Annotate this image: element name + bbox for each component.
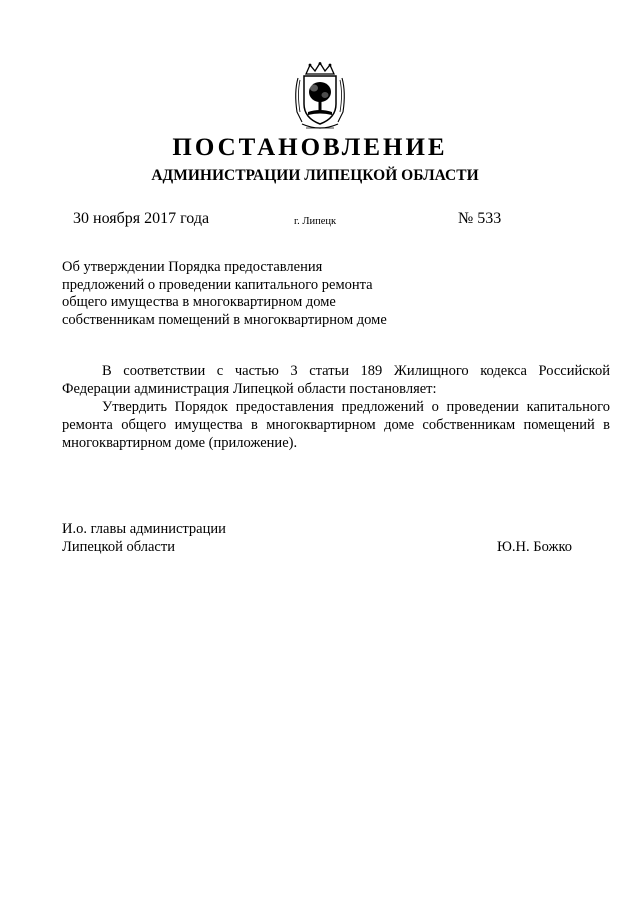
signatory-name: Ю.Н. Божко: [497, 539, 573, 555]
document-number: № 533: [458, 210, 502, 227]
signatory-position: [62, 520, 226, 556]
document-subject: [62, 259, 422, 329]
subject-line: предложений о проведении капитального ремонта: [62, 276, 373, 293]
document-city: г. Липецк: [294, 216, 337, 227]
document-date: 30 ноября 2017 года: [73, 210, 210, 227]
subject-line: общего имущества в многоквартирном доме: [62, 294, 336, 310]
document-title: ПОСТАНОВЛЕНИЕ: [172, 134, 448, 161]
subject-line: собственникам помещений в многоквартирном доме: [62, 311, 387, 328]
coat-of-arms-icon: [292, 62, 348, 132]
subject-line: Об утверждении Порядка предоставления: [62, 259, 323, 275]
signatory-position-line: Липецкой области: [62, 539, 175, 555]
document-body: [62, 362, 610, 452]
body-paragraph: Утвердить Порядок предоставления предложений о проведении капитального ремонта общего имущества в многоквартирном доме собственникам помещений в многоквартирном доме (приложение).: [62, 399, 610, 451]
body-paragraph: В соответствии с частью 3 статьи 189 Жилищного кодекса Российской Федерации администрация Липецкой области постановляет:: [62, 363, 610, 397]
document-subtitle: АДМИНИСТРАЦИИ ЛИПЕЦКОЙ ОБЛАСТИ: [151, 167, 479, 184]
signatory-position-line: И.о. главы администрации: [62, 521, 226, 537]
